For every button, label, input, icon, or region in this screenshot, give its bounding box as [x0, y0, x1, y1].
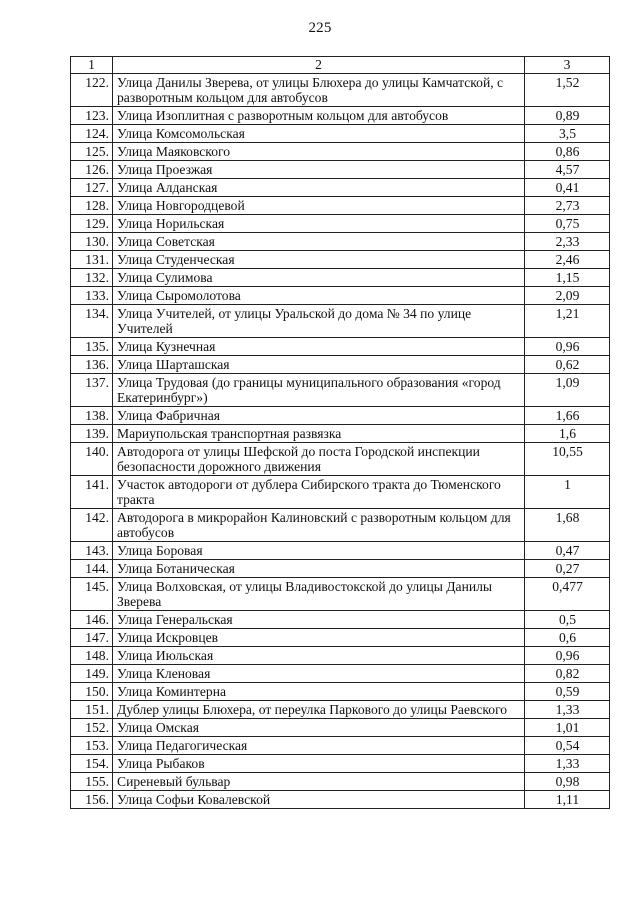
road-length: 0,98: [525, 773, 610, 791]
road-name: Улица Генеральская: [113, 611, 525, 629]
table-row: [71, 647, 610, 665]
row-number: 153.: [71, 737, 113, 755]
row-number: 127.: [71, 179, 113, 197]
row-number: 154.: [71, 755, 113, 773]
row-number: 122.: [71, 74, 113, 107]
row-number: 142.: [71, 509, 113, 542]
table-row: [71, 338, 610, 356]
table-row: [71, 374, 610, 407]
column-header-value: 3: [525, 57, 610, 74]
road-length: 0,47: [525, 542, 610, 560]
road-length: 0,75: [525, 215, 610, 233]
row-number: 136.: [71, 356, 113, 374]
row-number: 155.: [71, 773, 113, 791]
row-number: 148.: [71, 647, 113, 665]
road-name: Улица Июльская: [113, 647, 525, 665]
roads-table: [70, 56, 610, 809]
table-row: [71, 560, 610, 578]
road-length: 0,86: [525, 143, 610, 161]
table-row: [71, 356, 610, 374]
row-number: 139.: [71, 425, 113, 443]
road-length: 2,73: [525, 197, 610, 215]
road-length: 0,41: [525, 179, 610, 197]
road-length: 2,33: [525, 233, 610, 251]
row-number: 145.: [71, 578, 113, 611]
road-name: Улица Сулимова: [113, 269, 525, 287]
table-row: [71, 509, 610, 542]
road-length: 0,82: [525, 665, 610, 683]
road-name: Улица Алданская: [113, 179, 525, 197]
table-row: [71, 161, 610, 179]
road-name: Улица Кленовая: [113, 665, 525, 683]
road-length: 2,09: [525, 287, 610, 305]
road-length: 0,6: [525, 629, 610, 647]
road-name: Улица Боровая: [113, 542, 525, 560]
road-name: Автодорога от улицы Шефской до поста Городской инспекции безопасности дорожного движения: [113, 443, 525, 476]
row-number: 132.: [71, 269, 113, 287]
road-length: 3,5: [525, 125, 610, 143]
table-row: [71, 143, 610, 161]
row-number: 126.: [71, 161, 113, 179]
road-length: 0,54: [525, 737, 610, 755]
road-name: Улица Волховская, от улицы Владивостокской до улицы Данилы Зверева: [113, 578, 525, 611]
road-name: Улица Изоплитная с разворотным кольцом для автобусов: [113, 107, 525, 125]
road-name: Улица Комсомольская: [113, 125, 525, 143]
row-number: 152.: [71, 719, 113, 737]
row-number: 146.: [71, 611, 113, 629]
row-number: 151.: [71, 701, 113, 719]
road-length: 0,477: [525, 578, 610, 611]
table-row: [71, 125, 610, 143]
road-name: Мариупольская транспортная развязка: [113, 425, 525, 443]
table-row: [71, 107, 610, 125]
row-number: 131.: [71, 251, 113, 269]
row-number: 135.: [71, 338, 113, 356]
road-length: 1: [525, 476, 610, 509]
table-row: [71, 215, 610, 233]
road-name: Улица Новгородцевой: [113, 197, 525, 215]
road-name: Автодорога в микрорайон Калиновский с разворотным кольцом для автобусов: [113, 509, 525, 542]
road-name: Улица Советская: [113, 233, 525, 251]
table-row: [71, 719, 610, 737]
table-row: [71, 683, 610, 701]
road-length: 1,66: [525, 407, 610, 425]
road-name: Улица Рыбаков: [113, 755, 525, 773]
road-name: Улица Фабричная: [113, 407, 525, 425]
table-row: [71, 542, 610, 560]
road-length: 4,57: [525, 161, 610, 179]
table-row: [71, 305, 610, 338]
table-row: [71, 269, 610, 287]
header-row: [71, 57, 610, 74]
road-name: Улица Ботаническая: [113, 560, 525, 578]
road-length: 0,27: [525, 560, 610, 578]
table-row: [71, 791, 610, 809]
road-length: 1,33: [525, 701, 610, 719]
road-name: Сиреневый бульвар: [113, 773, 525, 791]
row-number: 143.: [71, 542, 113, 560]
table-row: [71, 629, 610, 647]
table-row: [71, 74, 610, 107]
table-row: [71, 476, 610, 509]
road-name: Улица Софьи Ковалевской: [113, 791, 525, 809]
road-length: 1,21: [525, 305, 610, 338]
table-row: [71, 611, 610, 629]
road-name: Улица Сыромолотова: [113, 287, 525, 305]
road-name: Улица Данилы Зверева, от улицы Блюхера до улицы Камчатской, с разворотным кольцом для автобусов: [113, 74, 525, 107]
row-number: 129.: [71, 215, 113, 233]
row-number: 138.: [71, 407, 113, 425]
table-row: [71, 773, 610, 791]
road-name: Улица Проезжая: [113, 161, 525, 179]
road-length: 1,33: [525, 755, 610, 773]
row-number: 147.: [71, 629, 113, 647]
road-name: Улица Кузнечная: [113, 338, 525, 356]
road-name: Улица Омская: [113, 719, 525, 737]
road-name: Улица Маяковского: [113, 143, 525, 161]
table-row: [71, 578, 610, 611]
column-header-number: 1: [71, 57, 113, 74]
road-length: 0,5: [525, 611, 610, 629]
road-length: 1,11: [525, 791, 610, 809]
table-row: [71, 425, 610, 443]
row-number: 141.: [71, 476, 113, 509]
table-row: [71, 443, 610, 476]
table-row: [71, 251, 610, 269]
row-number: 125.: [71, 143, 113, 161]
table-row: [71, 407, 610, 425]
road-length: 1,52: [525, 74, 610, 107]
road-length: 0,96: [525, 647, 610, 665]
row-number: 149.: [71, 665, 113, 683]
road-length: 1,15: [525, 269, 610, 287]
row-number: 137.: [71, 374, 113, 407]
road-length: 0,59: [525, 683, 610, 701]
table-row: [71, 665, 610, 683]
table-row: [71, 287, 610, 305]
road-length: 10,55: [525, 443, 610, 476]
road-length: 1,01: [525, 719, 610, 737]
row-number: 133.: [71, 287, 113, 305]
table-row: [71, 737, 610, 755]
road-name: Улица Трудовая (до границы муниципального образования «город Екатеринбург»): [113, 374, 525, 407]
row-number: 123.: [71, 107, 113, 125]
road-length: 0,89: [525, 107, 610, 125]
road-name: Участок автодороги от дублера Сибирского тракта до Тюменского тракта: [113, 476, 525, 509]
row-number: 128.: [71, 197, 113, 215]
row-number: 124.: [71, 125, 113, 143]
road-name: Улица Искровцев: [113, 629, 525, 647]
road-name: Улица Педагогическая: [113, 737, 525, 755]
page-number: 225: [308, 20, 332, 36]
table-row: [71, 197, 610, 215]
table-row: [71, 179, 610, 197]
row-number: 156.: [71, 791, 113, 809]
row-number: 130.: [71, 233, 113, 251]
road-length: 0,62: [525, 356, 610, 374]
road-length: 0,96: [525, 338, 610, 356]
road-name: Улица Шарташская: [113, 356, 525, 374]
road-name: Улица Студенческая: [113, 251, 525, 269]
row-number: 140.: [71, 443, 113, 476]
table-row: [71, 701, 610, 719]
road-length: 1,09: [525, 374, 610, 407]
column-header-name: 2: [113, 57, 525, 74]
row-number: 150.: [71, 683, 113, 701]
row-number: 144.: [71, 560, 113, 578]
road-name: Улица Учителей, от улицы Уральской до дома № 34 по улице Учителей: [113, 305, 525, 338]
road-length: 1,68: [525, 509, 610, 542]
table-row: [71, 755, 610, 773]
row-number: 134.: [71, 305, 113, 338]
road-name: Улица Коминтерна: [113, 683, 525, 701]
road-length: 1,6: [525, 425, 610, 443]
road-name: Улица Норильская: [113, 215, 525, 233]
road-name: Дублер улицы Блюхера, от переулка Паркового до улицы Раевского: [113, 701, 525, 719]
road-length: 2,46: [525, 251, 610, 269]
table-row: [71, 233, 610, 251]
